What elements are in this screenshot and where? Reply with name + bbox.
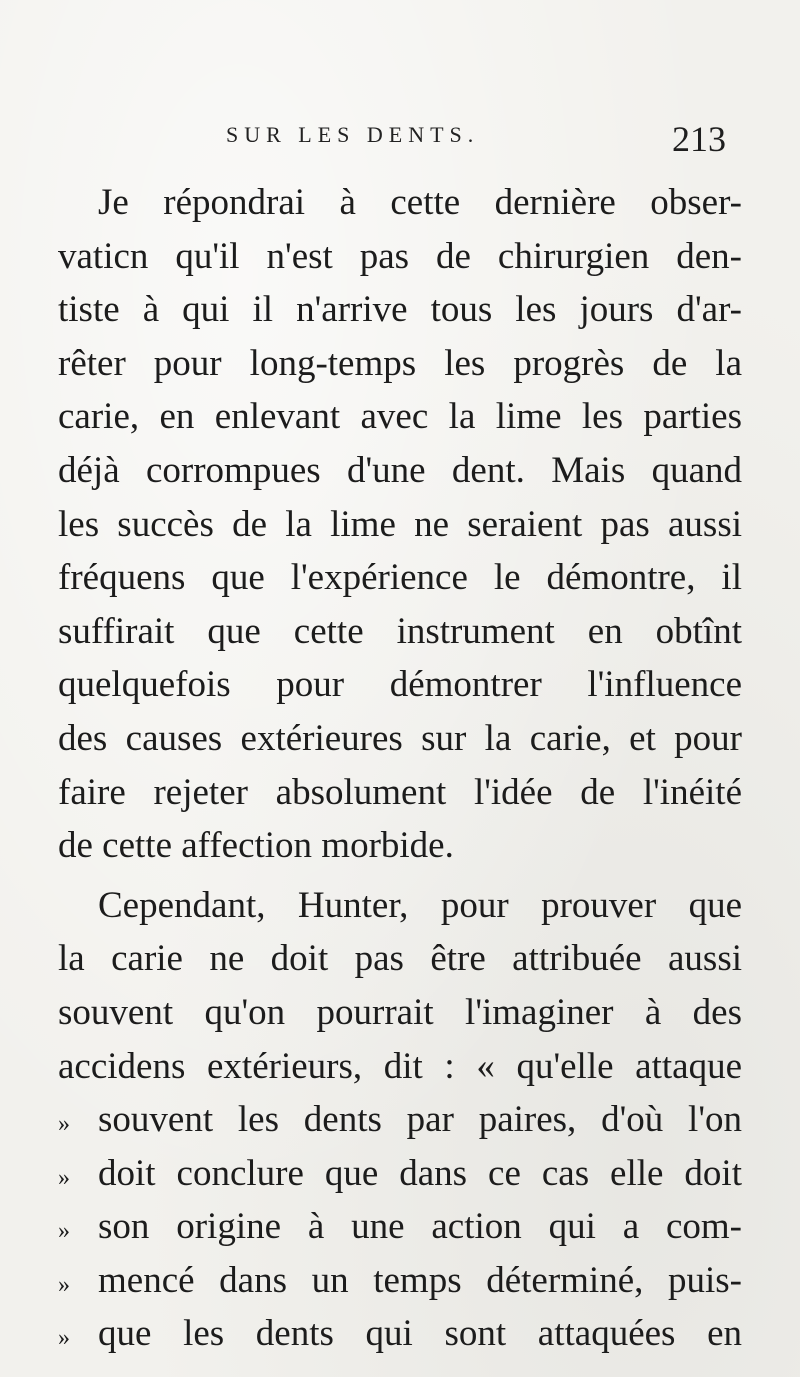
quote-mark: » (58, 1164, 70, 1191)
text-line: déjà corrompues d'une dent. Mais quand (58, 449, 742, 491)
quoted-text: que les dents qui sont attaquées en (98, 1313, 742, 1355)
text-line: les succès de la lime ne seraient pas aussi (58, 503, 742, 545)
quote-mark: » (58, 1111, 70, 1138)
page-number: 213 (672, 119, 726, 159)
quote-mark: » (58, 1325, 70, 1352)
quoted-text: son origine à une action qui a com- (98, 1206, 742, 1248)
quoted-text: souvent les dents par paires, d'où l'on (98, 1099, 742, 1141)
paragraph-1 (58, 176, 742, 873)
running-title: SUR LES DENTS. (226, 122, 480, 147)
text-line: rêter pour long-temps les progrès de la (58, 342, 742, 384)
quoted-line (58, 1093, 742, 1147)
text-line: Je répondrai à cette dernière obser- (98, 182, 742, 223)
text-line: souvent qu'on pourrait l'imaginer à des (58, 991, 742, 1033)
text-line: faire rejeter absolument l'idée de l'inéité (58, 771, 742, 813)
running-head (0, 118, 800, 158)
quoted-line (58, 1254, 742, 1308)
text-line: vaticn qu'il n'est pas de chirurgien den- (58, 235, 742, 277)
text-line: fréquens que l'expérience le démontre, il (58, 557, 742, 599)
quoted-line (58, 1147, 742, 1201)
text-line: accidens extérieurs, dit : « qu'elle attaque (58, 1045, 742, 1087)
body-text (58, 176, 742, 1361)
text-line: la carie ne doit pas être attribuée aussi (58, 938, 742, 980)
paragraph-2 (58, 879, 742, 1361)
text-line: tiste à qui il n'arrive tous les jours d'ar- (58, 289, 742, 331)
quoted-text: mencé dans un temps déterminé, puis- (98, 1259, 742, 1301)
text-line: de cette affection morbide. (58, 825, 454, 867)
text-line: suffirait que cette instrument en obtînt (58, 610, 742, 652)
quote-mark: » (58, 1271, 70, 1298)
quoted-line (58, 1200, 742, 1254)
quote-mark: » (58, 1218, 70, 1245)
quoted-line (58, 1307, 742, 1361)
text-line: carie, en enlevant avec la lime les parties (58, 396, 742, 438)
text-line: des causes extérieures sur la carie, et pour (58, 717, 742, 759)
quoted-text: doit conclure que dans ce cas elle doit (98, 1152, 742, 1194)
text-line: quelquefois pour démontrer l'influence (58, 664, 742, 706)
text-line: Cependant, Hunter, pour prouver que (98, 884, 742, 926)
